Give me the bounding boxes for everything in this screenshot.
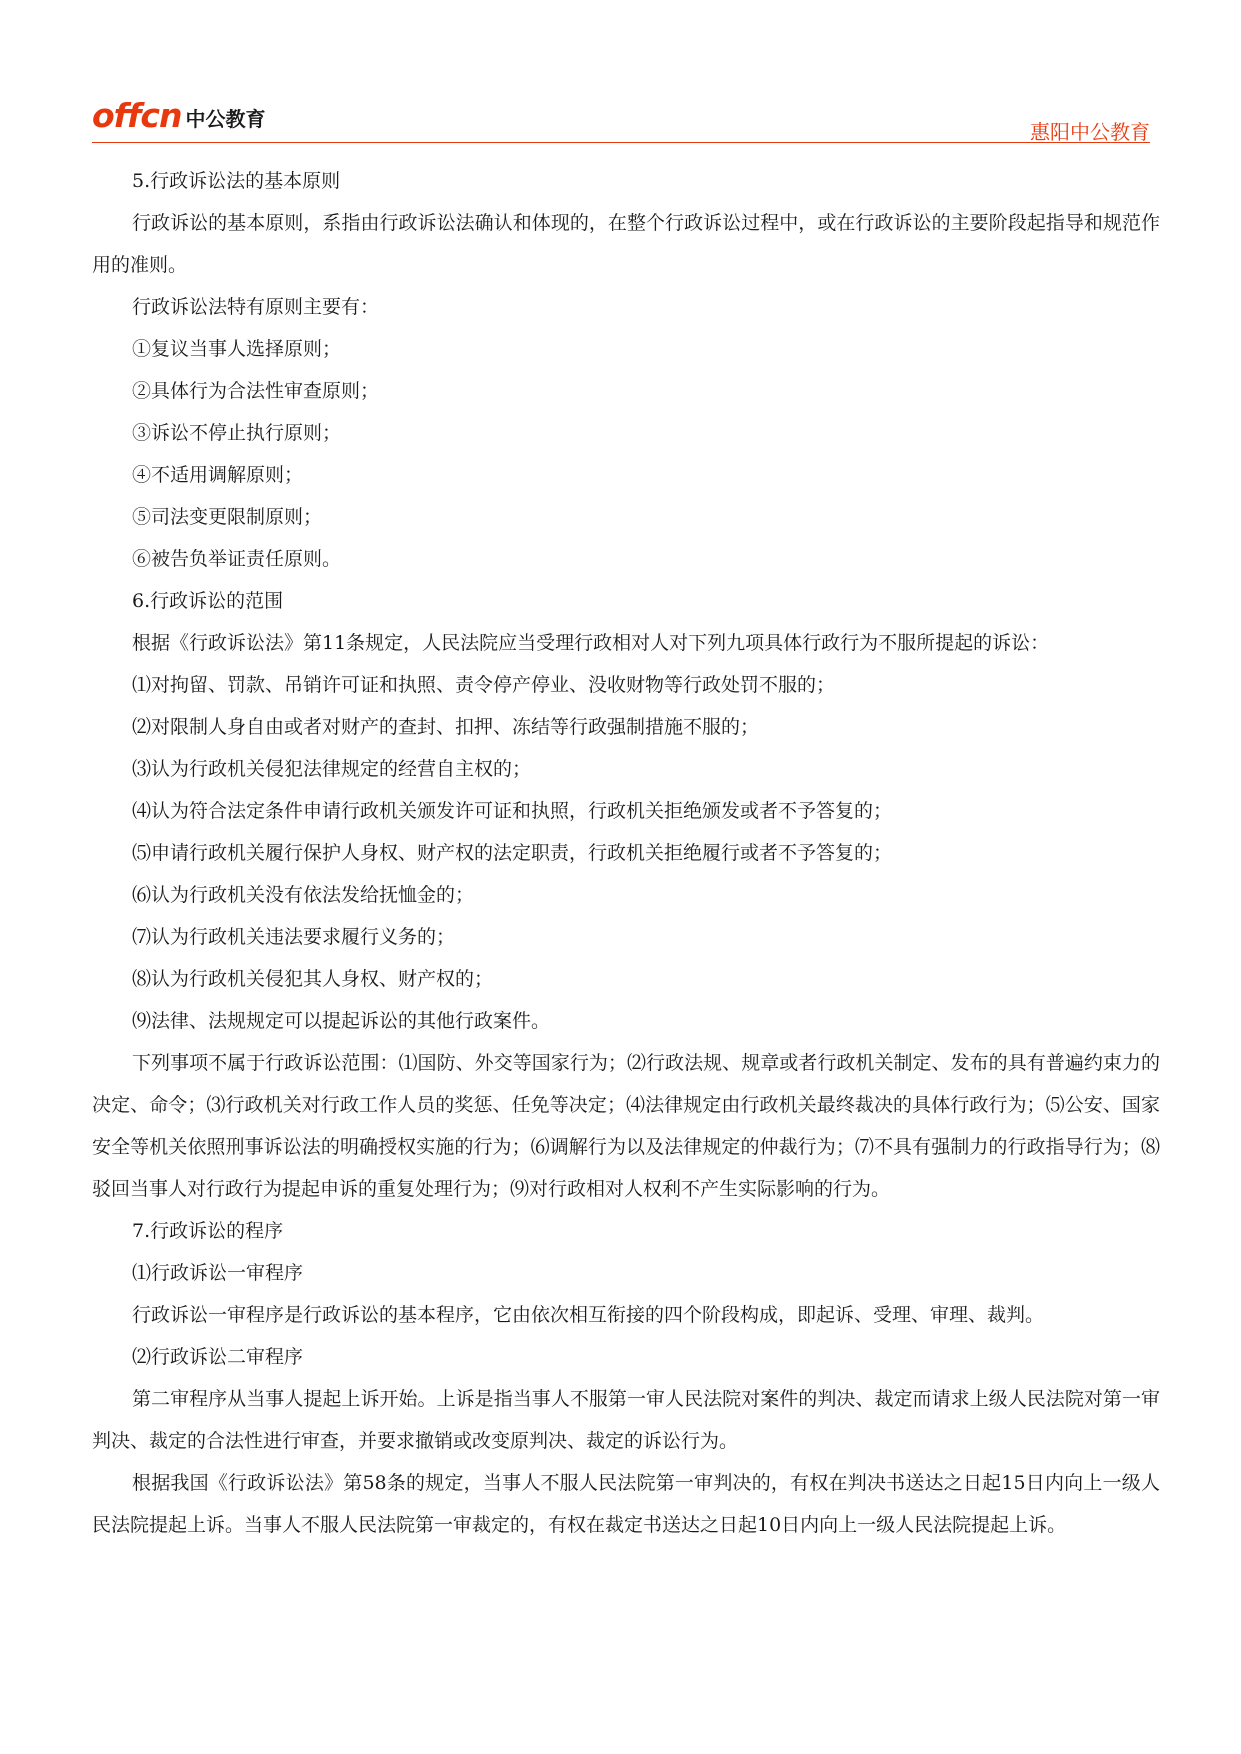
list-item: ⑥被告负举证责任原则。 [132, 548, 342, 570]
section-heading: 7.行政诉讼的程序 [132, 1220, 284, 1242]
paragraph: 根据《行政诉讼法》第11条规定，人民法院应当受理行政相对人对下列九项具体行政行为不服所提起的诉讼： [132, 632, 1050, 654]
paragraph: 行政诉讼的基本原则，系指由行政诉讼法确认和体现的，在整个行政诉讼过程中，或在行政诉讼的主要阶段起指导和规范作用的准则。 [92, 212, 1160, 276]
section-heading: 5.行政诉讼法的基本原则 [132, 170, 341, 192]
list-item: ⑻认为行政机关侵犯其人身权、财产权的； [132, 968, 494, 990]
list-item: ⑼法律、法规规定可以提起诉讼的其他行政案件。 [132, 1010, 551, 1032]
list-item: ⑸申请行政机关履行保护人身权、财产权的法定职责，行政机关拒绝履行或者不予答复的； [132, 842, 893, 864]
page-header [92, 88, 1150, 144]
logo-wordmark: offcn [92, 96, 182, 135]
offcn-logo [92, 94, 265, 134]
header-divider [92, 142, 1150, 143]
list-item: ⑤司法变更限制原则； [132, 506, 323, 528]
list-item: ③诉讼不停止执行原则； [132, 422, 342, 444]
document-body [92, 160, 1160, 1546]
list-item: ⑹认为行政机关没有依法发给抚恤金的； [132, 884, 475, 906]
list-item: ⑶认为行政机关侵犯法律规定的经营自主权的； [132, 758, 532, 780]
paragraph: 行政诉讼法特有原则主要有： [132, 296, 380, 318]
paragraph: 根据我国《行政诉讼法》第58条的规定，当事人不服人民法院第一审判决的，有权在判决书送达之日起15日内向上一级人民法院提起上诉。当事人不服人民法院第一审裁定的，有权在裁定书送达之日起10日内向上一级人民法院提起上诉。 [92, 1472, 1160, 1536]
logo-chinese-name: 中公教育 [185, 107, 266, 131]
paragraph: 下列事项不属于行政诉讼范围：⑴国防、外交等国家行为；⑵行政法规、规章或者行政机关制定、发布的具有普遍约束力的决定、命令；⑶行政机关对行政工作人员的奖惩、任免等决定；⑷法律规定由行政机关最终裁决的具体行政行为；⑸公安、国家安全等机关依照刑事诉讼法的明确授权实施的行为；⑹调解行为以及法律规定的仲裁行为；⑺不具有强制力的行政指导行为；⑻驳回当事人对行政行为提起申诉的重复处理行为；⑼对行政相对人权利不产生实际影响的行为。 [92, 1052, 1160, 1200]
subsection-heading: ⑴行政诉讼一审程序 [132, 1262, 304, 1284]
list-item: ②具体行为合法性审查原则； [132, 380, 380, 402]
list-item: ⑺认为行政机关违法要求履行义务的； [132, 926, 456, 948]
list-item: ①复议当事人选择原则； [132, 338, 342, 360]
header-site-name: 惠阳中公教育 [1030, 120, 1150, 144]
subsection-heading: ⑵行政诉讼二审程序 [132, 1346, 304, 1368]
list-item: ⑵对限制人身自由或者对财产的查封、扣押、冻结等行政强制措施不服的； [132, 716, 760, 738]
list-item: ⑷认为符合法定条件申请行政机关颁发许可证和执照，行政机关拒绝颁发或者不予答复的； [132, 800, 893, 822]
list-item: ⑴对拘留、罚款、吊销许可证和执照、责令停产停业、没收财物等行政处罚不服的； [132, 674, 836, 696]
list-item: ④不适用调解原则； [132, 464, 304, 486]
section-heading: 6.行政诉讼的范围 [132, 590, 284, 612]
paragraph: 行政诉讼一审程序是行政诉讼的基本程序，它由依次相互衔接的四个阶段构成，即起诉、受理、审理、裁判。 [132, 1304, 1045, 1326]
paragraph: 第二审程序从当事人提起上诉开始。上诉是指当事人不服第一审人民法院对案件的判决、裁定而请求上级人民法院对第一审判决、裁定的合法性进行审查，并要求撤销或改变原判决、裁定的诉讼行为。 [92, 1388, 1160, 1452]
